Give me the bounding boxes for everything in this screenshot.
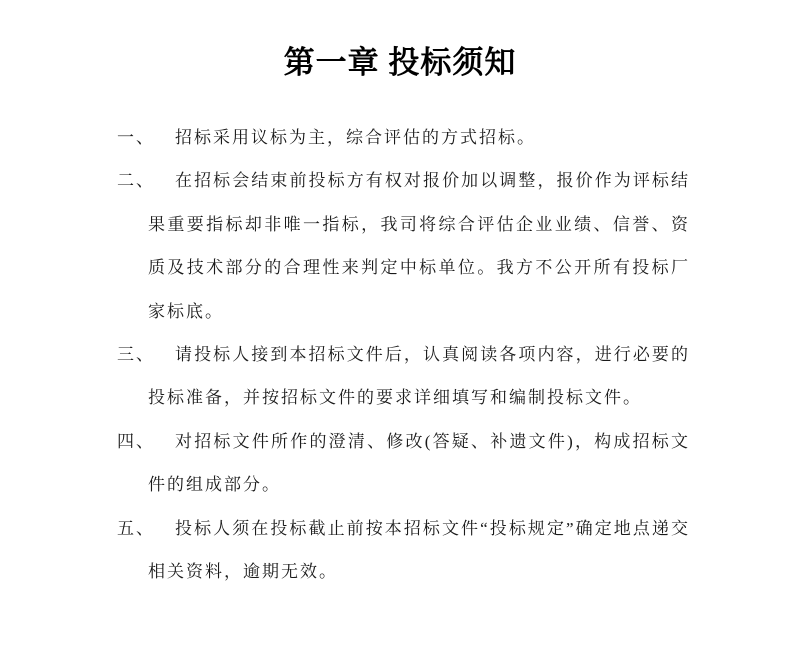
- item-text: 请投标人接到本招标文件后，认真阅读各项内容，进行必要的投标准备，并按招标文件的要求详细填写和编制投标文件。: [148, 345, 690, 408]
- item-number: 三、: [117, 345, 155, 365]
- item-number: 二、: [117, 171, 155, 191]
- chapter-title: 第一章 投标须知: [283, 45, 517, 80]
- item-text: 投标人须在投标截止前按本招标文件“投标规定”确定地点递交相关资料，逾期无效。: [148, 518, 690, 582]
- notice-item: [0, 507, 690, 594]
- item-text: 招标采用议标为主，综合评估的方式招标。: [175, 128, 536, 147]
- item-text: 在招标会结束前投标方有权对报价加以调整，报价作为评标结果重要指标却非唯一指标，我司将综合评估企业业绩、信誉、资质及技术部分的合理性来判定中标单位。我方不公开所有投标厂家标底。: [148, 171, 690, 321]
- notice-item: [0, 333, 690, 420]
- item-number: 一、: [117, 128, 155, 147]
- item-text: 对招标文件所作的澄清、修改(答疑、补遗文件)，构成招标文件的组成部分。: [148, 431, 690, 495]
- item-number: 四、: [117, 431, 155, 451]
- notice-item: [0, 116, 690, 159]
- notice-item: [0, 420, 690, 507]
- notice-item: [0, 159, 690, 333]
- notice-list: [0, 116, 690, 593]
- item-number: 五、: [117, 518, 155, 538]
